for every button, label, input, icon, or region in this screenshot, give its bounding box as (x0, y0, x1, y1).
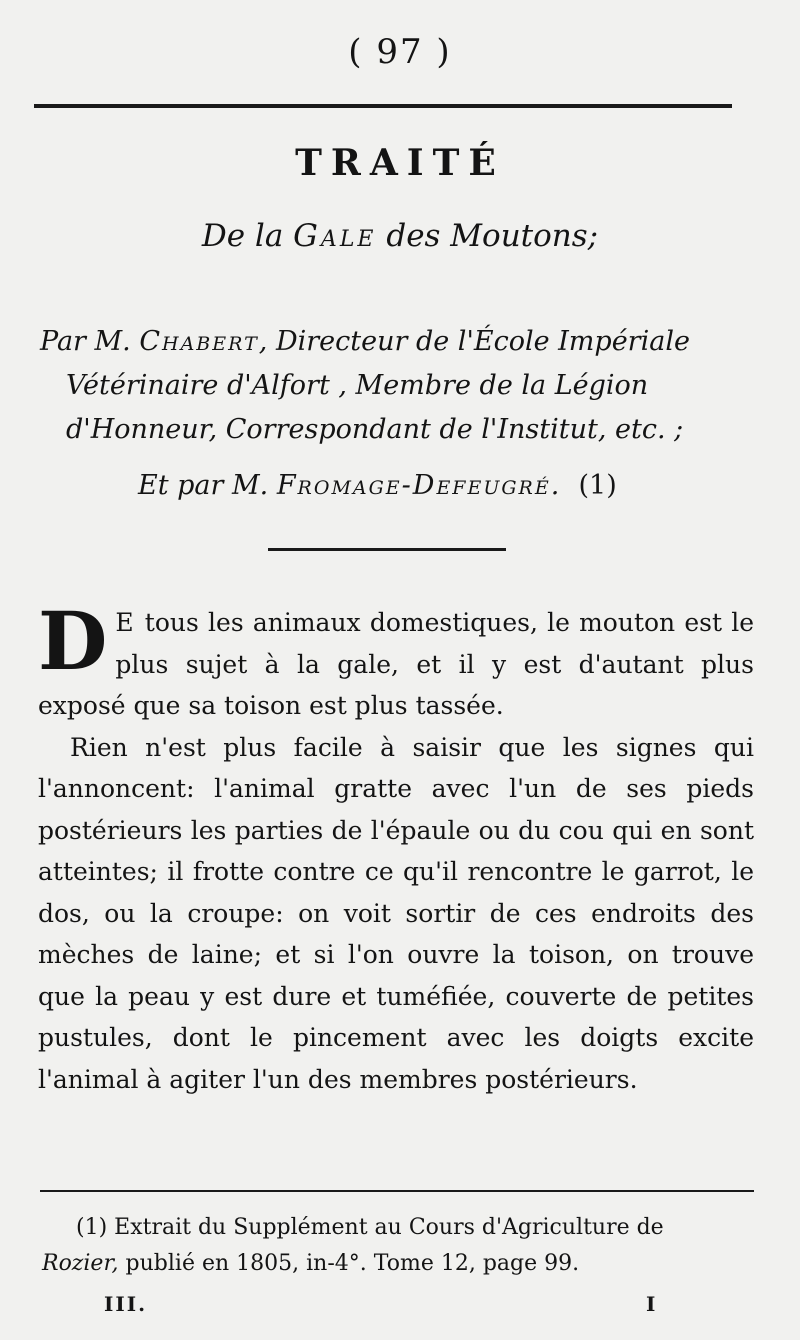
author-line-2: Vétérinaire d'Alfort , Membre de la Légion (66, 370, 649, 401)
subtitle (0, 218, 800, 254)
page-title: TRAITÉ (295, 142, 505, 184)
subtitle-pre: De la (201, 218, 294, 254)
paragraph-1 (38, 594, 754, 727)
author-line-1 (40, 320, 756, 364)
subtitle-post: des Moutons; (376, 218, 599, 254)
author-name-fromage: Fromage-Defeugré. (276, 470, 562, 501)
authors-block (40, 320, 756, 508)
author-line-1-post: , Directeur de l'École Impériale (258, 326, 690, 357)
body-text (38, 594, 754, 1100)
footnote-line-2-rest: publié en 1805, in-4°. Tome 12, page 99. (118, 1251, 580, 1276)
author-line-1-pre: Par M. (40, 326, 140, 357)
paragraph-2: Rien n'est plus facile à saisir que les signes qui l'annoncent: l'animal gratte avec l'un de ses pieds postérieurs les parties de l'épaule ou du cou qui en sont atteintes; il frotte contre ce qu'il rencontre le garrot, le dos, ou la croupe: on voit sortir de ces endroits des mèches de laine; et si l'on ouvre la toison, on trouve que la peau y est dure et tuméfiée, couverte de petites pustules, dont le pincement avec les doigts excite l'animal à agiter l'un des membres postérieurs. (38, 732, 754, 1094)
section-divider (268, 548, 506, 551)
footnote-marker: (1) (578, 470, 617, 501)
footnote-line-2 (42, 1246, 754, 1282)
footnote-line-1: (1) Extrait du Supplément au Cours d'Agriculture de (76, 1215, 664, 1240)
footnote-rule (40, 1190, 754, 1192)
author-line-4 (40, 464, 756, 508)
footnote-author: Rozier, (42, 1251, 119, 1276)
printer-signature: III. (104, 1292, 148, 1316)
footnote (42, 1210, 754, 1282)
drop-cap: D (38, 594, 108, 688)
subtitle-caps: Gale (293, 218, 377, 254)
paragraph-1-lead: E (115, 608, 136, 637)
author-line-3: d'Honneur, Correspondant de l'Institut, etc. ; (66, 414, 684, 445)
page-number: ( 97 ) (348, 32, 452, 72)
top-rule (34, 104, 732, 108)
author-line-4-pre: Et par M. (138, 470, 277, 501)
signature-mark: I (646, 1292, 656, 1316)
author-name-chabert: Chabert (139, 326, 259, 357)
paragraph-1-text: tous les animaux domestiques, le mouton est le plus sujet à la gale, et il y est d'autant plus exposé que sa toison est plus tassée. (38, 608, 754, 720)
